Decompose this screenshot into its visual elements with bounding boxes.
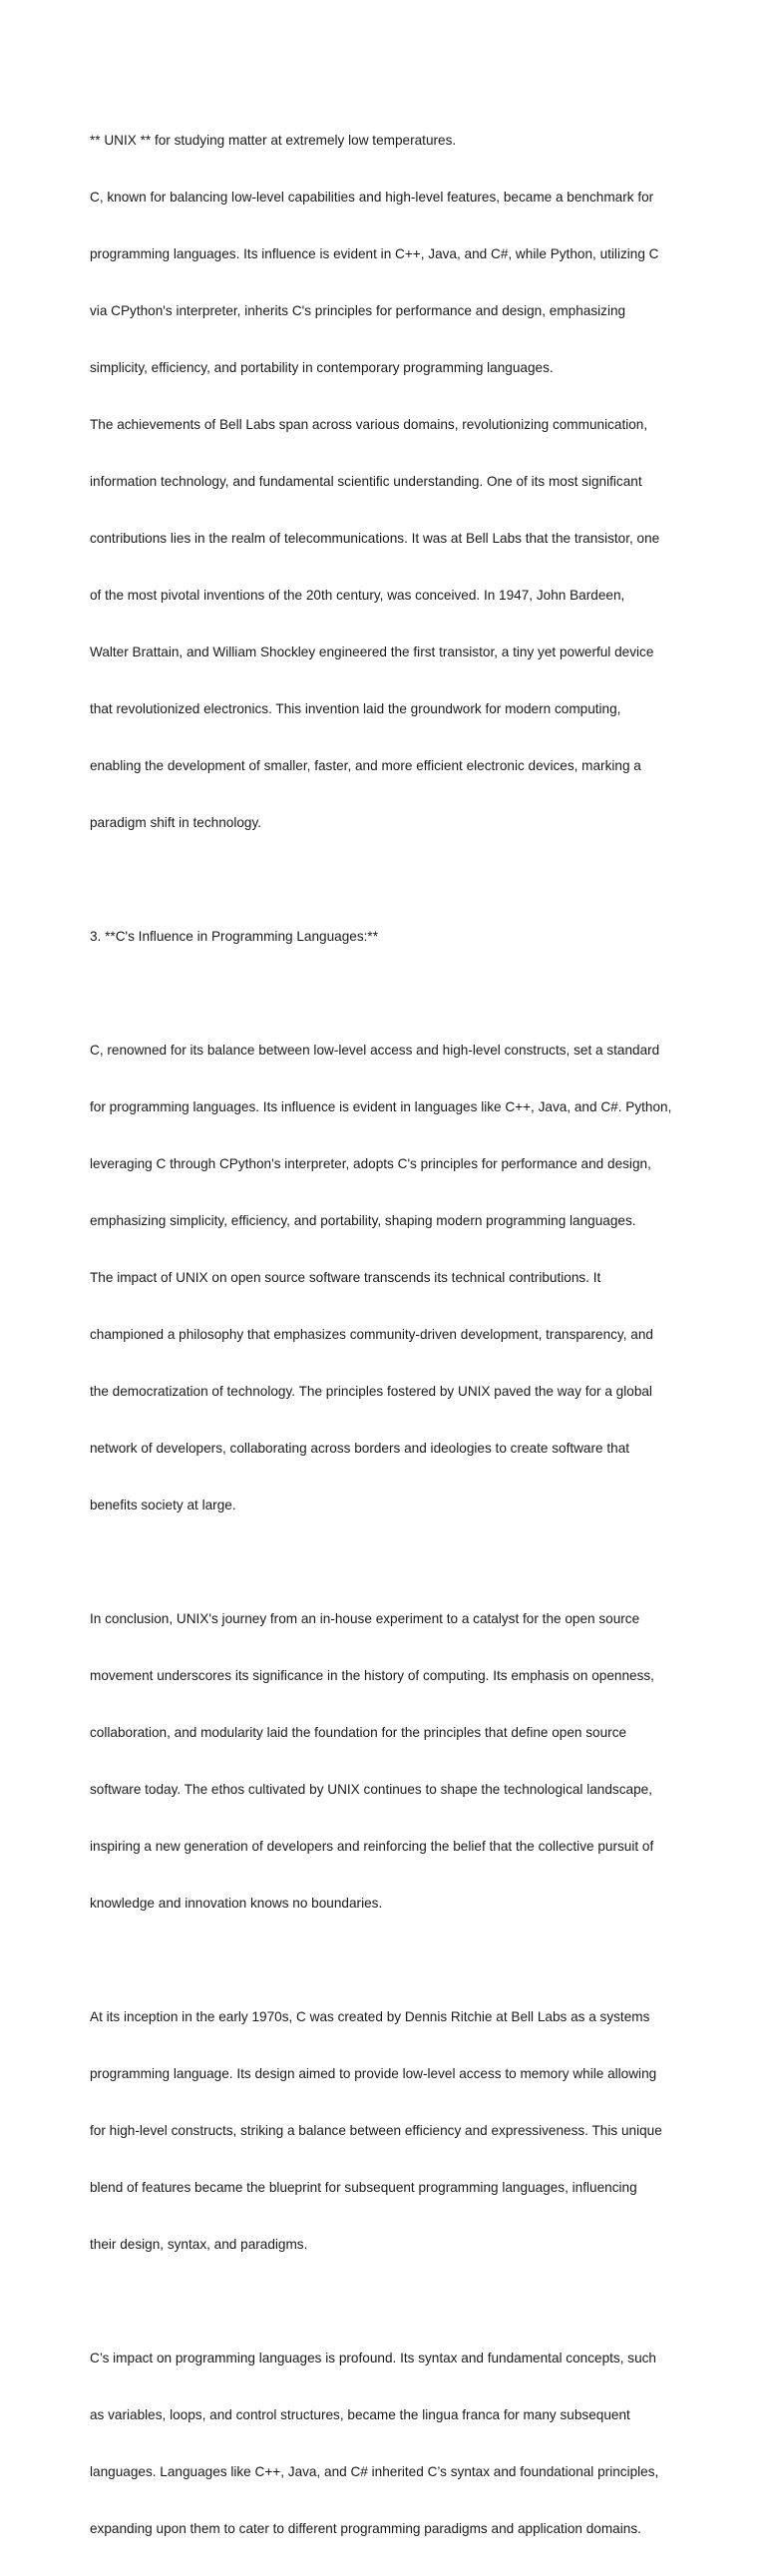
text-line: emphasizing simplicity, efficiency, and portability, shaping modern programming languages.: [90, 1213, 636, 1228]
text-line: simplicity, efficiency, and portability in contemporary programming languages.: [90, 360, 554, 375]
paragraph-spacer: [90, 984, 688, 1003]
section-heading: [90, 889, 688, 984]
text-line: championed a philosophy that emphasizes community-driven development, transparency, and: [90, 1327, 653, 1342]
text-line: contributions lies in the realm of telecommunications. It was at Bell Labs that the transistor, one: [90, 531, 660, 546]
text-line: C’s impact on programming languages is profound. Its syntax and fundamental concepts, such: [90, 2351, 656, 2365]
text-line: C, renowned for its balance between low-level access and high-level constructs, set a standard: [90, 1043, 660, 1058]
text-line: benefits society at large.: [90, 1498, 236, 1512]
paragraph-spacer: [90, 1950, 688, 1969]
paragraph-4: [90, 1571, 688, 1950]
text-line: software today. The ethos cultivated by UNIX continues to shape the technological landscape,: [90, 1782, 652, 1797]
text-line: In conclusion, UNIX's journey from an in-house experiment to a catalyst for the open source: [90, 1611, 640, 1626]
text-line: leveraging C through CPython's interpreter, adopts C's principles for performance and design,: [90, 1156, 651, 1171]
text-line: as variables, loops, and control structures, became the lingua franca for many subsequent: [90, 2407, 630, 2422]
text-line: the democratization of technology. The principles fostered by UNIX paved the way for a global: [90, 1384, 652, 1399]
text-line: expanding upon them to cater to different programming paradigms and application domains.: [90, 2521, 641, 2536]
text-line: their design, syntax, and paradigms.: [90, 2237, 308, 2252]
text-line: programming language. Its design aimed to provide low-level access to memory while allowing: [90, 2066, 657, 2081]
text-line: network of developers, collaborating across borders and ideologies to create software that: [90, 1441, 630, 1456]
paragraph-spacer: [90, 870, 688, 889]
document-page: [90, 93, 688, 2576]
paragraph-5: [90, 1969, 688, 2292]
text-line: At its inception in the early 1970s, C was created by Dennis Ritchie at Bell Labs as a systems: [90, 2009, 650, 2024]
paragraph-spacer: [90, 1552, 688, 1571]
paragraph-6: [90, 2311, 688, 2576]
text-line: collaboration, and modularity laid the foundation for the principles that define open source: [90, 1725, 627, 1740]
text-line: The achievements of Bell Labs span across various domains, revolutionizing communication,: [90, 417, 648, 432]
paragraph-3: [90, 1003, 688, 1552]
text-line: that revolutionized electronics. This invention laid the groundwork for modern computing,: [90, 701, 621, 716]
text-line: enabling the development of smaller, faster, and more efficient electronic devices, marking a: [90, 758, 641, 773]
text-line: movement underscores its significance in the history of computing. Its emphasis on openness,: [90, 1668, 654, 1683]
text-line: languages. Languages like C++, Java, and C# inherited C’s syntax and foundational principles,: [90, 2464, 659, 2479]
text-line: paradigm shift in technology.: [90, 815, 262, 830]
text-line: ** UNIX ** for studying matter at extremely low temperatures.: [90, 133, 457, 148]
paragraph-spacer: [90, 2292, 688, 2311]
text-line: C, known for balancing low-level capabilities and high-level features, became a benchmark for: [90, 190, 654, 205]
text-line: The impact of UNIX on open source software transcends its technical contributions. It: [90, 1270, 601, 1285]
text-line: information technology, and fundamental scientific understanding. One of its most significant: [90, 474, 642, 489]
text-line: 3. **C's Influence in Programming Languages:**: [90, 929, 378, 944]
text-line: blend of features became the blueprint for subsequent programming languages, influencing: [90, 2180, 637, 2195]
text-line: programming languages. Its influence is evident in C++, Java, and C#, while Python, utilizing C: [90, 246, 659, 261]
text-line: of the most pivotal inventions of the 20th century, was conceived. In 1947, John Bardeen,: [90, 588, 625, 603]
text-line: for high-level constructs, striking a balance between efficiency and expressiveness. This unique: [90, 2123, 662, 2138]
text-line: via CPython's interpreter, inherits C's principles for performance and design, emphasizing: [90, 303, 626, 318]
paragraph-1: [90, 93, 688, 870]
text-line: Walter Brattain, and William Shockley engineered the first transistor, a tiny yet powerful device: [90, 644, 654, 659]
text-line: inspiring a new generation of developers and reinforcing the belief that the collective pursuit of: [90, 1839, 654, 1854]
text-line: for programming languages. Its influence is evident in languages like C++, Java, and C#. Python,: [90, 1099, 672, 1114]
text-line: knowledge and innovation knows no boundaries.: [90, 1896, 383, 1911]
